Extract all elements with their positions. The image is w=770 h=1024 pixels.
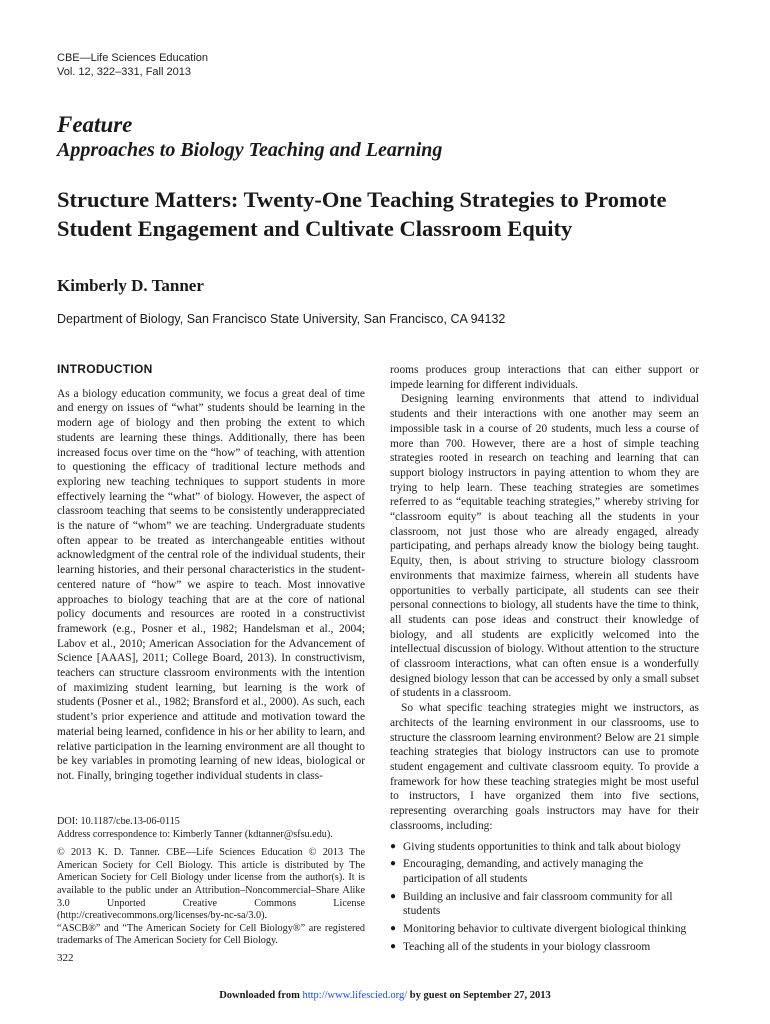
journal-name: CBE—Life Sciences Education [57, 52, 209, 64]
copyright-notice: © 2013 K. D. Tanner. CBE—Life Sciences Education © 2013 The American Society for Cell Biology. This article is distributed by The American Society for Cell Biology under license from the author(s). It is available to the public under an Attribution–Noncommercial–Share Alike 3.0 Unported Creative Commons License (http://creativecommons.org/licenses/by-nc-sa/3.0). [57, 847, 365, 922]
bullet-icon: ● [390, 940, 397, 952]
goals-list [390, 840, 699, 955]
bullet-icon: ● [390, 923, 397, 935]
paragraph-strategies: So what specific teaching strategies might we instructors, as architects of the learning environment in our classrooms, use to structure the classroom learning environment? Below are 21 simple teaching strategies that biology instructors can use to promote student engagement and cultivate classroom equity. To provide a framework for how these teaching strategies might be most useful to instructors, I have organized them into five sections, representing overarching goals instructors may have for their classrooms, including: [390, 702, 699, 832]
list-item: ● Monitoring behavior to cultivate divergent biological thinking [390, 923, 687, 936]
list-item: ● Encouraging, demanding, and actively managing the participation of all students [390, 858, 644, 885]
affiliation: Department of Biology, San Francisco State University, San Francisco, CA 94132 [57, 312, 506, 326]
download-footer [0, 990, 770, 1001]
intro-heading: INTRODUCTION [57, 362, 153, 376]
doi: DOI: 10.1187/cbe.13-06-0115 [57, 816, 180, 827]
feature-label: Feature [57, 112, 133, 137]
list-item: ● Teaching all of the students in your biology classroom [390, 940, 651, 953]
left-column [57, 362, 365, 784]
author-name: Kimberly D. Tanner [57, 276, 204, 295]
page-number: 322 [57, 952, 74, 964]
trademark-notice: “ASCB®” and “The American Society for Cell Biology®” are registered trademarks of The American Society for Cell Biology. [57, 922, 365, 947]
journal-header [57, 51, 208, 79]
correspondence: Address correspondence to: Kimberly Tanner (kdtanner@sfsu.edu). [57, 828, 333, 840]
article-title: Structure Matters: Twenty-One Teaching Strategies to Promote Student Engagement and Cultivate Classroom Equity [57, 187, 667, 241]
section-label: Approaches to Biology Teaching and Learning [57, 139, 443, 161]
download-suffix: by guest on September 27, 2013 [409, 990, 551, 1001]
download-prefix: Downloaded from [219, 990, 300, 1001]
download-link[interactable]: http://www.lifescied.org/ [302, 990, 408, 1001]
intro-paragraph: As a biology education community, we focus a great deal of time and energy on issues of “what” students should be learning in the modern age of biology and then probing the extent to which students are learning these things. Additionally, there has been increased focus over time on the “how” of teaching, with attention to questioning the efficacy of traditional lecture methods and exploring new teaching techniques to support students in more effectively learning the “what” of biology. However, the aspect of classroom teaching that seems to be consistently underappreciated is the nature of “whom” we are teaching. Undergraduate students often appear to be treated as interchangeable entities without acknowledgment of the central role of the individual students, their learning histories, and their personal characteristics in the student-centered nature of “how” we aspire to teach. Most innovative approaches to biology teaching that are at the core of national policy documents and resources are rooted in a constructivist framework (e.g., Posner et al., 1982; Handelsman et al., 2004; Labov et al., 2010; American Association for the Advancement of Science [AAAS], 2011; College Board, 2013). In constructivism, teachers can structure classroom environments with the intention of maximizing student learning, but learning is the work of students (Posner et al., 1982; Bransford et al., 2000). As such, each student’s prior experience and attitude and motivation toward the material being learned, confidence in his or her ability to learn, and relative participation in the learning environment are all thought to be key variables in promoting learning of new ideas, biological or not. Finally, bringing together individual students in class- [57, 387, 365, 782]
right-column [390, 363, 699, 957]
paragraph-equity: Designing learning environments that attend to individual students and their interactions with one another may seem an impossible task in a course of 20 students, much less a course of more than 700. However, there are a host of simple teaching strategies rooted in research on teaching and learning that can support biology instructors in paying attention to whom they are trying to help learn. These teaching strategies are sometimes referred to as “equitable teaching strategies,” whereby striving for “classroom equity” is about teaching all the students in your classroom, not just those who are already engaged, already participating, and perhaps already know the biology being taught. Equity, then, is about striving to structure biology classroom environments that maximize fairness, wherein all students have opportunities to verbally participate, all students can see their personal connections to biology, all students have the time to think, all students can pose ideas and construct their knowledge of biology, and all students are explicitly welcomed into the intellectual discussion of biology. Without attention to the structure of classroom interactions, what can often ensue is a wonderfully designed biology lesson that can be accessed by only a small subset of students in a classroom. [390, 393, 699, 700]
bullet-icon: ● [390, 858, 397, 870]
footnotes [57, 816, 365, 948]
journal-volume: Vol. 12, 322–331, Fall 2013 [57, 66, 191, 78]
bullet-icon: ● [390, 840, 397, 852]
list-item: ● Building an inclusive and fair classroom community for all students [390, 890, 673, 918]
bullet-icon: ● [390, 890, 397, 902]
paragraph-continued: rooms produces group interactions that can either support or impede learning for different individuals. [390, 364, 699, 391]
list-item: ● Giving students opportunities to think and talk about biology [390, 840, 681, 853]
